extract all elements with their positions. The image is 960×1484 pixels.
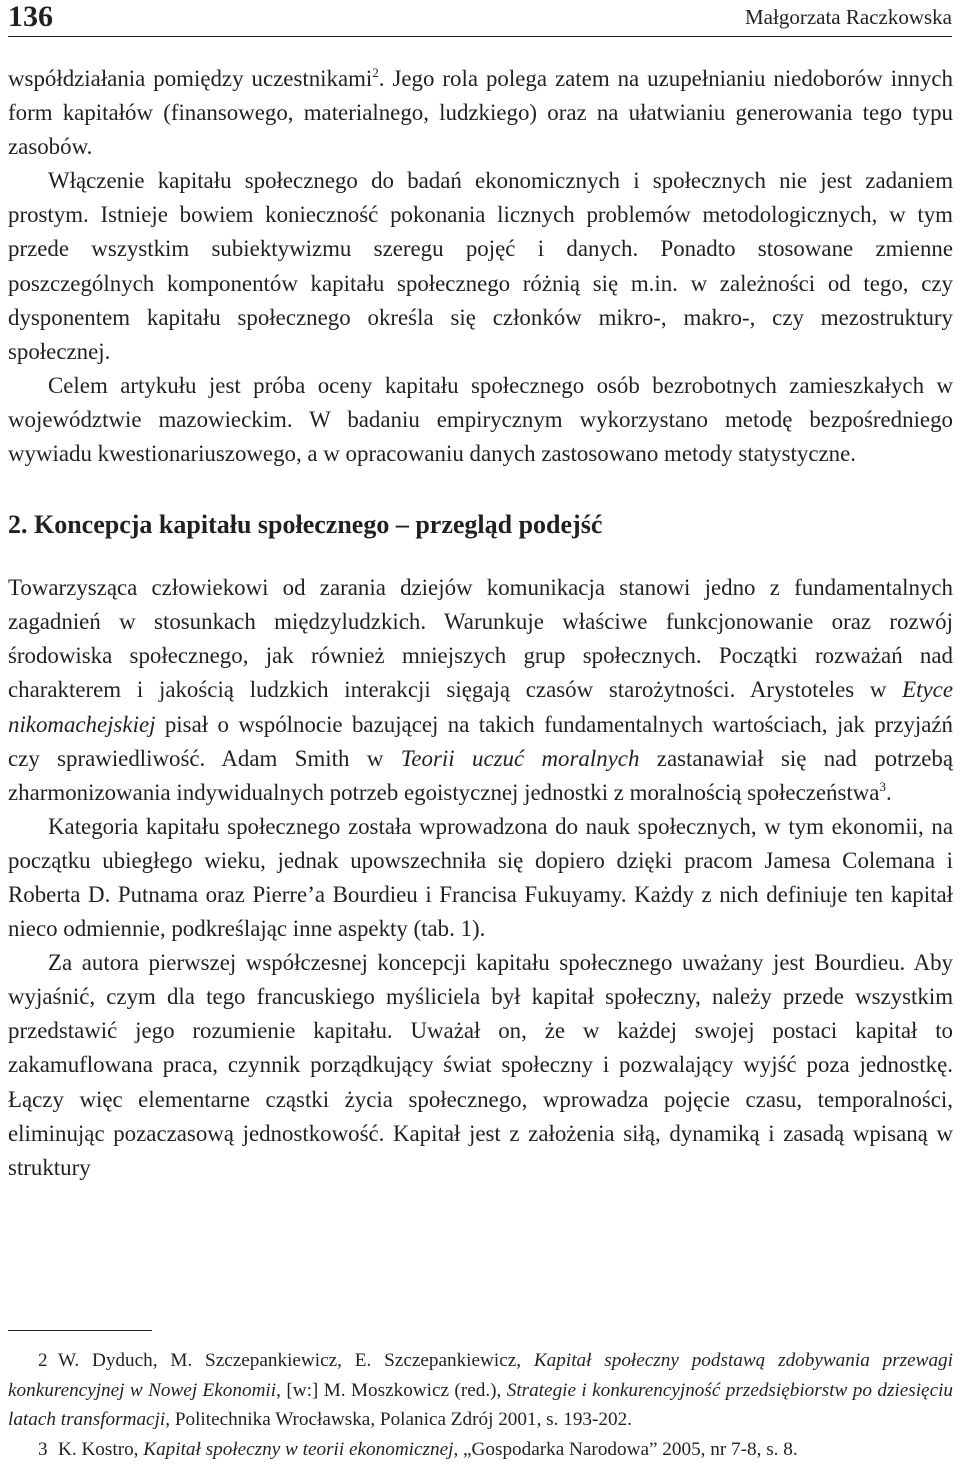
footnote-ref[interactable]: 2 — [372, 65, 379, 80]
footnote: 3 K. Kostro, Kapitał społeczny w teorii ekonomicznej, „Gospodarka Narodowa” 2005, nr 7-8, s. 8. — [8, 1435, 953, 1465]
paragraph: Za autora pierwszej współczesnej koncepcji kapitału społecznego uważany jest Bourdieu. Aby wyjaśnić, czym dla tego francuskiego myśliciela był kapitał społeczny, należy przede wszystkim przedstawić jego rozumienie kapitału. Uważał on, że w każdej swojej postaci kapitał to zakamuflowana praca, czynnik porządkujący świat społeczny i pozwalający wyjść poza jednostkę. Łączy więc elementarne cząstki życia społecznego, wprowadza pojęcie czasu, temporalności, eliminując pozaczasową jednostkowość. Kapitał jest z założenia siłą, dynamiką i zasadą wpisaną w struktury — [8, 950, 953, 1180]
paragraph: Kategoria kapitału społecznego została wprowadzona do nauk społecznych, w tym ekonomii, na początku ubiegłego wieku, jednak upowszechniła się dopiero dzięki pracom Jamesa Colemana i Roberta D. Putnama oraz Pierre’a Bourdieu i Francisa Fukuyamy. Każdy z nich definiuje ten kapitał nieco odmiennie, podkreślając inne aspekty (tab. 1). — [8, 813, 953, 942]
footnote-ref[interactable]: 3 — [879, 778, 886, 794]
page-number: 136 — [8, 0, 53, 33]
paragraph: Włączenie kapitału społecznego do badań ekonomicznych i społecznych nie jest zadaniem prostym. Istnieje bowiem konieczność pokonania licznych problemów metodologicznych, w tym przede wszystkim subiektywizmu szeregu pojęć i danych. Ponadto stosowane zmienne poszczególnych komponentów kapitału społecznego różnią się m.in. w zależności od tego, czy dysponentem kapitału społecznego określa się członków mikro-, makro-, czy mezostruktury społecznej. — [8, 168, 953, 364]
running-head-author: Małgorzata Raczkowska — [745, 5, 952, 29]
footnote-number: 2 — [38, 1350, 48, 1371]
footnote-rule — [8, 1330, 152, 1331]
footnotes — [8, 1346, 953, 1464]
footnote: 2 W. Dyduch, M. Szczepankiewicz, E. Szczepankiewicz, Kapitał społeczny podstawą zdobywania przewagi konkurencyjnej w Nowej Ekonomii, [w:] M. Moszkowicz (red.), Strategie i konkurencyjność przedsiębiorstw po dziesięciu latach transformacji, Politechnika Wrocławska, Polanica Zdrój 2001, s. 193-202. — [8, 1346, 953, 1435]
body-text — [8, 62, 953, 1185]
paragraph: współdziałania pomiędzy uczestnikami$^2$. Jego rola polega zatem na uzupełnianiu niedoborów innych form kapitałów (finansowego, materialnego, ludzkiego) oraz na ułatwianiu generowania tego typu zasobów. — [8, 65, 954, 160]
footnote-number: 3 — [38, 1438, 48, 1460]
paragraph: Towarzysząca człowiekowi od zarania dziejów komunikacja stanowi jedno z fundamentalnych zagadnień w stosunkach międzyludzkich. Warunkuje właściwe funkcjonowanie oraz rozwój środowiska społecznego, jak również mniejszych grup społecznych. Początki rozważań nad charakterem i jakością ludzkich interakcji sięgają czasów starożytności. Arystoteles w Etyce nikomachejskiej pisał o wspólnocie bazującej na takich fundamentalnych wartościach, jak przyjaźń czy sprawiedliwość. Adam Smith w Teorii uczuć moralnych zastanawiał się nad potrzebą zharmonizowania indywidualnych potrzeb egoistycznej jednostki z moralnością społeczeństwa$^3$. — [8, 575, 954, 805]
running-header — [8, 0, 952, 36]
header-rule — [8, 36, 952, 37]
paragraph: Celem artykułu jest próba oceny kapitału społecznego osób bezrobotnych zamieszkałych w województwie mazowieckim. W badaniu empirycznym wykorzystano metodę bezpośredniego wywiadu kwestionariuszowego, a w opracowaniu danych zastosowano metody statystyczne. — [8, 372, 953, 467]
section-heading: 2. Koncepcja kapitału społecznego – przegląd podejść — [8, 510, 603, 540]
